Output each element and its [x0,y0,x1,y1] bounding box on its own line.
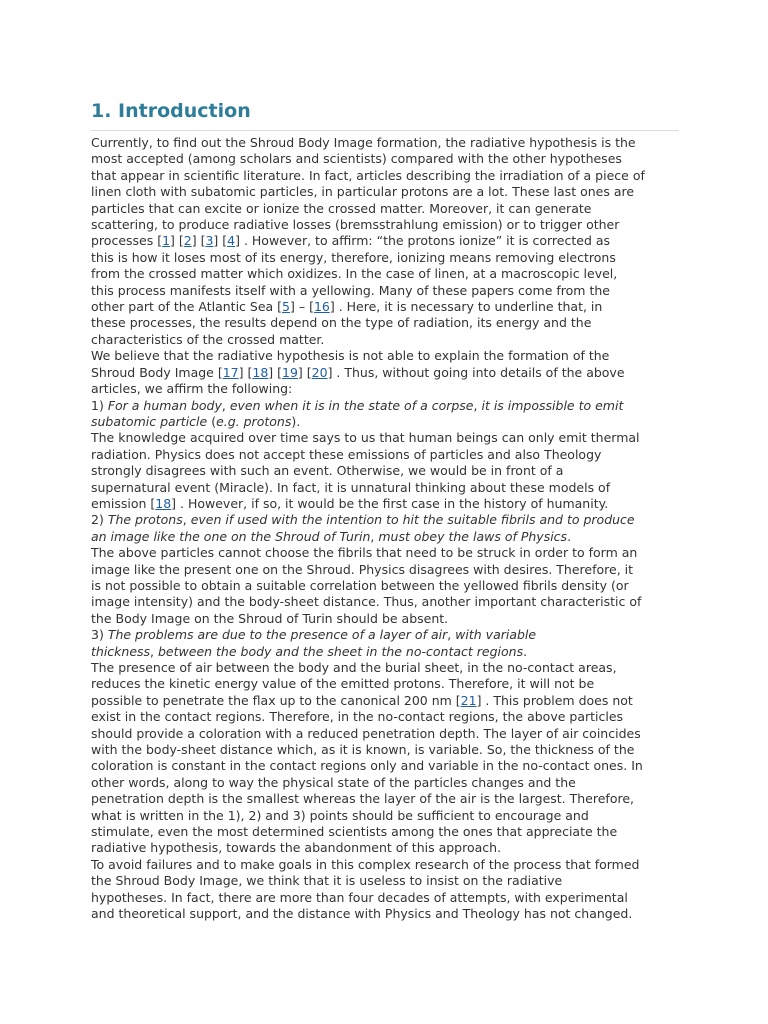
text-fragment: , [473,397,482,413]
reference-link-4[interactable]: 4 [227,233,236,249]
section-body [91,135,691,923]
italic-fragment: it is impossible to emit [481,397,624,413]
text-line: other words, along to way the physical state of the particles changes and the [91,774,576,790]
italic-fragment: even if used with the intention to hit the suitable fibrils and to produce [190,512,635,528]
text-fragment: emission [ [91,495,156,511]
text-line: scattering, to produce radiative losses (bremsstrahlung emission) or to trigger other [91,217,620,233]
text-fragment: ] [ [170,233,184,249]
text-line: penetration depth is the smallest whereas the layer of the air is the largest. Therefore, [91,791,635,807]
italic-fragment: thickness [91,643,151,659]
text-fragment: , [150,643,158,659]
text-line: supernatural event (Miracle). In fact, it is unnatural thinking about these models of [91,479,611,495]
italic-fragment: The protons [107,512,183,528]
text-line: We believe that the radiative hypothesis is not able to explain the formation of the [91,348,610,364]
text-line: these processes, the results depend on the type of radiation, its energy and the [91,315,592,331]
text-line: most accepted (among scholars and scientists) compared with the other hypotheses [91,151,622,167]
text-line: the Shroud Body Image, we think that it is useless to insist on the radiative [91,873,563,889]
italic-fragment: an image like the one on the Shroud of Turin [91,528,371,544]
reference-link-5[interactable]: 5 [282,299,290,315]
text-fragment: 3) [91,627,108,643]
text-line: that appear in scientific literature. In fact, articles describing the irradiation of a piece of [91,167,645,183]
text-line: reduces the kinetic energy value of the emitted protons. Therefore, it will not be [91,676,595,692]
reference-link-20[interactable]: 20 [311,364,328,380]
point-2-line [91,512,691,528]
point-1-line [91,398,691,414]
italic-fragment: even when it is in the state of a corpse [229,397,474,413]
text-line: the Body Image on the Shroud of Turin should be absent. [91,610,449,626]
reference-link-3[interactable]: 3 [205,233,214,249]
reference-link-21[interactable]: 21 [460,692,477,708]
text-fragment: 2) [91,512,108,528]
text-fragment: 1) [91,397,108,413]
text-fragment: , [182,512,191,528]
text-fragment: ] . Thus, without going into details of the above [327,364,625,380]
italic-fragment: with variable [455,627,537,643]
text-line: The above particles cannot choose the fibrils that need to be struck in order to form an [91,545,638,561]
text-fragment: , [447,627,456,643]
text-line: characteristics of the crossed matter. [91,331,325,347]
text-fragment: possible to penetrate the flax up to the canonical 200 nm [ [91,692,461,708]
text-line [91,693,691,709]
reference-link-19[interactable]: 19 [282,364,298,380]
text-line: exist in the contact regions. Therefore, in the no-contact regions, the above particles [91,709,624,725]
text-line: particles that can excite or ionize the crossed matter. Moreover, it can generate [91,200,592,216]
text-fragment: , [221,397,230,413]
text-line: image intensity) and the body-sheet distance. Thus, another important characteristic of [91,594,642,610]
text-fragment: ] . However, to affirm: “the protons ionize” it is corrected as [235,233,611,249]
text-line: To avoid failures and to make goals in this complex research of the process that formed [91,856,640,872]
text-fragment: ] [ [213,233,228,249]
text-fragment: ( [207,413,217,429]
text-fragment: ] [ [297,364,312,380]
text-line: what is written in the 1), 2) and 3) points should be sufficient to encourage and [91,807,589,823]
text-line: coloration is constant in the contact regions only and variable in the no-contact ones. In [91,758,643,774]
text-line [91,365,691,381]
text-line: strongly disagrees with such an event. Otherwise, we would be in front of a [91,463,564,479]
italic-fragment: For a human body [107,397,222,413]
text-line: radiation. Physics does not accept these emissions of particles and also Theology [91,446,602,462]
text-fragment: , [370,528,379,544]
text-fragment: ). [291,413,301,429]
text-fragment: Shroud Body Image [ [91,364,223,380]
text-line: radiative hypothesis, towards the abandonment of this approach. [91,840,502,856]
section-heading: 1. Introduction [91,100,251,122]
italic-fragment: must obey the laws of Physics [378,528,568,544]
reference-link-18[interactable]: 18 [252,364,269,380]
text-line: this is how it loses most of its energy, therefore, ionizing means removing electrons [91,249,616,265]
text-fragment: ] [ [238,364,253,380]
text-line: The knowledge acquired over time says to us that human beings can only emit thermal [91,430,640,446]
text-fragment: ] . This problem does not [476,692,633,708]
text-fragment: other part of the Atlantic Sea [ [91,299,283,315]
text-fragment: ] [ [268,364,283,380]
italic-fragment: e.g. protons [216,413,292,429]
text-line [91,529,691,545]
text-fragment: ] [ [191,233,206,249]
text-line: image like the present one on the Shroud. Physics disagrees with desires. Therefore, it [91,561,634,577]
text-line: should provide a coloration with a reduced penetration depth. The layer of air coincides [91,725,641,741]
text-fragment: ] – [ [290,299,314,315]
heading-divider [91,130,679,131]
text-line: The presence of air between the body and the burial sheet, in the no-contact areas, [91,660,617,675]
text-fragment: . [523,643,528,659]
text-fragment: ] . Here, it is necessary to underline that, in [329,299,603,315]
point-3-line [91,627,691,643]
text-line [91,414,691,430]
reference-link-18[interactable]: 18 [155,495,172,511]
text-line: this process manifests itself with a yellowing. Many of these papers come from the [91,282,610,298]
text-line: from the crossed matter which oxidizes. In the case of linen, at a macroscopic level, [91,266,618,282]
text-line [91,644,691,660]
reference-link-1[interactable]: 1 [162,233,171,249]
text-fragment: processes [ [91,233,163,249]
text-line: is not possible to obtain a suitable correlation between the yellowed fibrils density (or [91,577,629,593]
reference-link-16[interactable]: 16 [313,299,330,315]
text-line [91,299,691,315]
text-line [91,233,691,249]
text-fragment: . [567,528,572,544]
reference-link-2[interactable]: 2 [183,233,192,249]
text-line: hypotheses. In fact, there are more than four decades of attempts, with experimental [91,889,628,905]
text-line: and theoretical support, and the distance with Physics and Theology has not changed. [91,906,633,922]
text-line: linen cloth with subatomic particles, in particular protons are a lot. These last ones are [91,184,635,200]
italic-fragment: subatomic particle [91,413,208,429]
text-fragment: ] . However, if so, it would be the first case in the history of humanity. [171,495,609,511]
text-line: stimulate, even the most determined scientists among the ones that appreciate the [91,824,618,840]
reference-link-17[interactable]: 17 [222,364,239,380]
text-line: Currently, to find out the Shroud Body Image formation, the radiative hypothesis is the [91,135,636,150]
text-line [91,496,691,512]
text-line: with the body-sheet distance which, as it is known, is variable. So, the thickness of the [91,742,635,758]
italic-fragment: The problems are due to the presence of a layer of air [107,627,448,643]
italic-fragment: between the body and the sheet in the no-contact regions [158,643,524,659]
text-line: articles, we affirm the following: [91,381,293,397]
